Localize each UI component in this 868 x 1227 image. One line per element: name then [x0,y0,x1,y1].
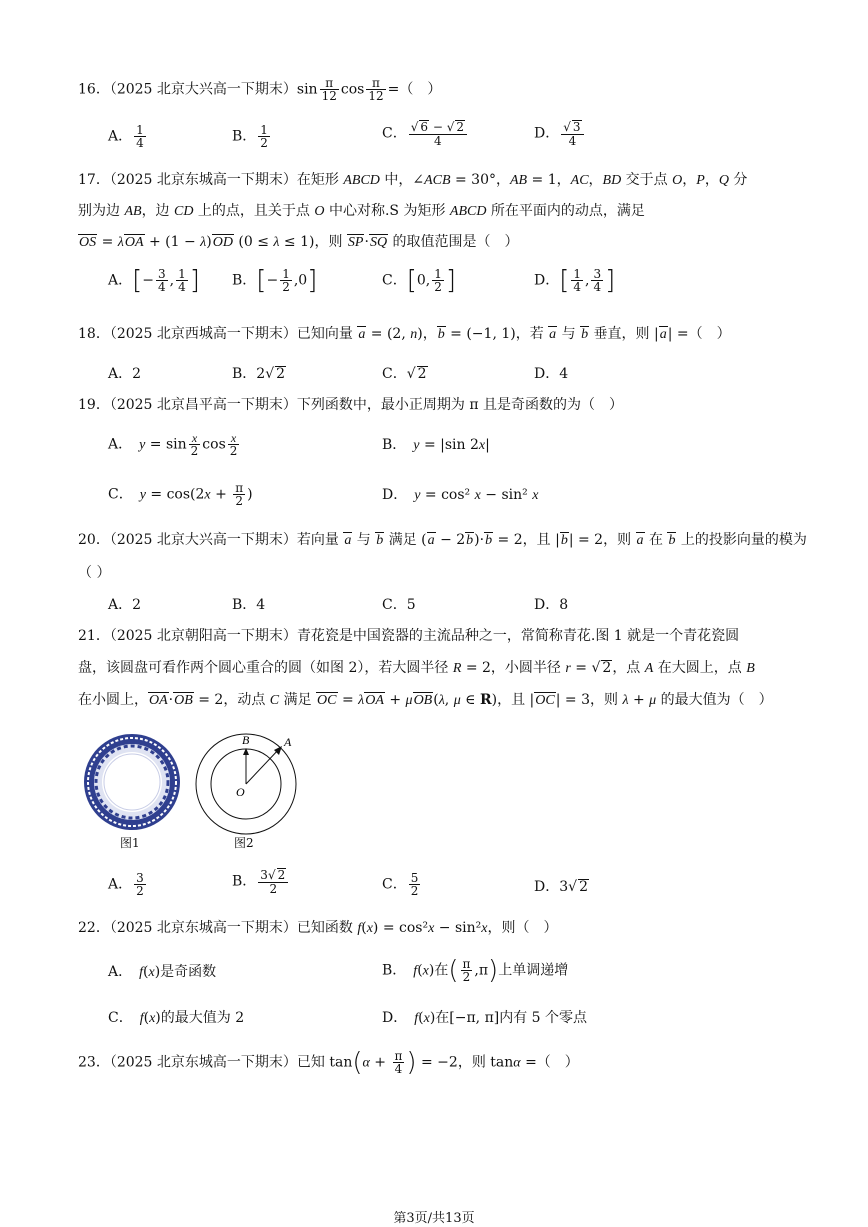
porcelain-plate-image [82,732,182,832]
question-20-stem-line2: （ ） [78,565,111,581]
question-16-option-d: D． $\frac{√ 3}{4}$ [534,120,586,147]
question-21-option-a: A． $\frac{3}{2}$ [108,871,144,898]
question-23-stem: 23．（2025 北京东城高一下期末）已知 tan(α + $\frac{\pi}{4}$ ) = −2，则 tanα =（ ） [78,1047,579,1078]
question-16-stem: 16．（2025 北京大兴高一下期末）sin $\frac{\pi}{12}$ cos $\frac{\pi}{12}$ =（ ） [78,76,442,103]
question-19-stem: 19．（2025 北京昌平高一下期末）下列函数中，最小正周期为 π 且是奇函数的为（ ） [78,397,623,413]
question-20-option-b: B．4 [232,597,266,613]
question-19-option-b: B． y = |sin 2x| [382,437,490,453]
point-b-label: B [242,733,250,747]
question-20-option-c: C．5 [382,597,416,613]
question-22-option-b: B． f(x)在( $\frac{\pi}{2}$ ,π)上单调递增 [382,955,569,986]
question-21-stem: 21．（2025 北京朝阳高一下期末）青花瓷是中国瓷器的主流品种之一，常简称青花.图 1 就是一个青花瓷圆 [78,628,740,644]
page-footer: 第3页/共13页 [393,1211,475,1226]
question-20-option-a: A．2 [108,597,142,613]
point-o-label: O [236,785,245,799]
question-21-stem-line2: 盘，该圆盘可看作两个圆心重合的圆（如图 2），若大圆半径 R = 2，小圆半径 r = √ 2，点 A 在大圆上，点 B [78,660,755,676]
question-18-option-a: A．2 [108,366,142,382]
question-17-option-c: C．[0, $\frac{1}{2}$ ] [382,265,457,296]
question-17-stem: 17．（2025 北京东城高一下期末）在矩形 ABCD 中，∠ACB = 30°，AB = 1，AC，BD 交于点 O，P，Q 分 [78,172,748,188]
question-20-option-d: D．8 [534,597,569,613]
question-21-option-c: C． $\frac{5}{2}$ [382,871,419,898]
question-16-option-b: B． $\frac{1}{2}$ [232,123,268,150]
question-18-option-c: C．√ 2 [382,366,427,382]
question-21-option-b: B． $\frac{3√ 2}{2}$ [232,868,290,895]
concentric-circles-diagram [194,732,298,836]
question-16-option-c: C． $\frac{√ 6 - √ 2}{4}$ [382,120,469,147]
question-18-option-d: D．4 [534,366,569,382]
question-17-option-a: A．[− $\frac{3}{4}$ , $\frac{1}{4}$ ] [108,265,200,296]
question-18-option-b: B．2√ 2 [232,366,286,382]
question-20-stem: 20．（2025 北京大兴高一下期末）若向量 a 与 b 满足 (a − 2b)·b = 2，且 |b| = 2，则 a 在 b 上的投影向量的模为 [78,532,807,548]
question-22-stem: 22．（2025 北京东城高一下期末）已知函数 f(x) = cos²x − sin²x，则（ ） [78,920,558,936]
figure-2-caption: 图2 [234,836,254,850]
question-19-option-c: C． y = cos(2x + $\frac{\pi}{2}$ ) [108,481,253,508]
question-17-stem-line2: 别为边 AB，边 CD 上的点，且关于点 O 中心对称.S 为矩形 ABCD 所在平面内的动点，满足 [78,203,645,219]
figure-1-caption: 图1 [120,836,140,850]
question-16-option-a: A． $\frac{1}{4}$ [108,123,144,150]
question-22-option-c: C． f(x)的最大值为 2 [108,1010,245,1026]
question-22-option-a: A． f(x)是奇函数 [108,964,217,980]
question-17-option-d: D．[ $\frac{1}{4}$ , $\frac{3}{4}$ ] [534,265,616,296]
question-17-option-b: B．[− $\frac{1}{2}$ ,0] [232,265,318,296]
question-17-stem-line3: OS = λOA + (1 − λ)OD (0 ≤ λ ≤ 1)，则 SP·SQ 的取值范围是（ ） [79,234,519,250]
question-19-option-d: D． y = cos² x − sin² x [382,487,539,503]
question-22-option-d: D． f(x)在[−π, π]内有 5 个零点 [382,1010,588,1026]
question-18-stem: 18．（2025 北京西城高一下期末）已知向量 a = (2, n)，b = (−1, 1)，若 a 与 b 垂直，则 |a| =（ ） [78,326,731,342]
point-a-label: A [284,735,292,749]
question-21-option-d: D．3√ 2 [534,879,588,895]
question-21-stem-line3: 在小圆上，OA·OB = 2，动点 C 满足 OC = λOA + μOB(λ, μ ∈ R)，且 |OC| = 3，则 λ + μ 的最大值为（ ） [78,692,773,708]
question-19-option-a: A． y = sin $\frac{x}{2}$ cos $\frac{x}{2}$ [108,431,238,458]
